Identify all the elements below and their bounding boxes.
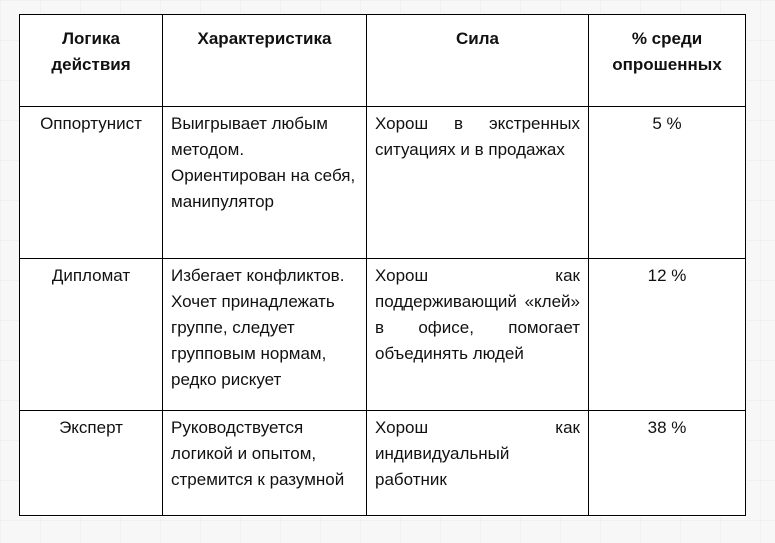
cell-percent: 5 %	[589, 107, 746, 259]
header-strength: Сила	[367, 15, 589, 107]
document-page	[19, 14, 745, 517]
table-row	[20, 107, 746, 259]
cell-strength: Хорош в экстренных ситуациях и в продажах	[367, 107, 589, 259]
cell-logic: Эксперт	[20, 411, 163, 516]
table-header-row	[20, 15, 746, 107]
cell-logic: Оппортунист	[20, 107, 163, 259]
table-row	[20, 259, 746, 411]
cell-strength: Хорош как индивидуальный работник	[367, 411, 589, 516]
action-logic-table	[19, 14, 746, 516]
cell-characteristic: Выигрывает любым методом. Ориентирован на себя, манипулятор	[163, 107, 367, 259]
table-row	[20, 411, 746, 516]
header-logic: Логика действия	[20, 15, 163, 107]
cell-logic: Дипломат	[20, 259, 163, 411]
header-characteristic: Характеристика	[163, 15, 367, 107]
cell-characteristic: Избегает конфликтов. Хочет принадлежать группе, следует групповым нормам, редко рискует	[163, 259, 367, 411]
header-percent: % среди опрошенных	[589, 15, 746, 107]
cell-characteristic: Руководствуется логикой и опытом, стремится к разумной	[163, 411, 367, 516]
cell-percent: 38 %	[589, 411, 746, 516]
cell-percent: 12 %	[589, 259, 746, 411]
cell-strength: Хорош как поддерживающий «клей» в офисе, помогает объединять людей	[367, 259, 589, 411]
